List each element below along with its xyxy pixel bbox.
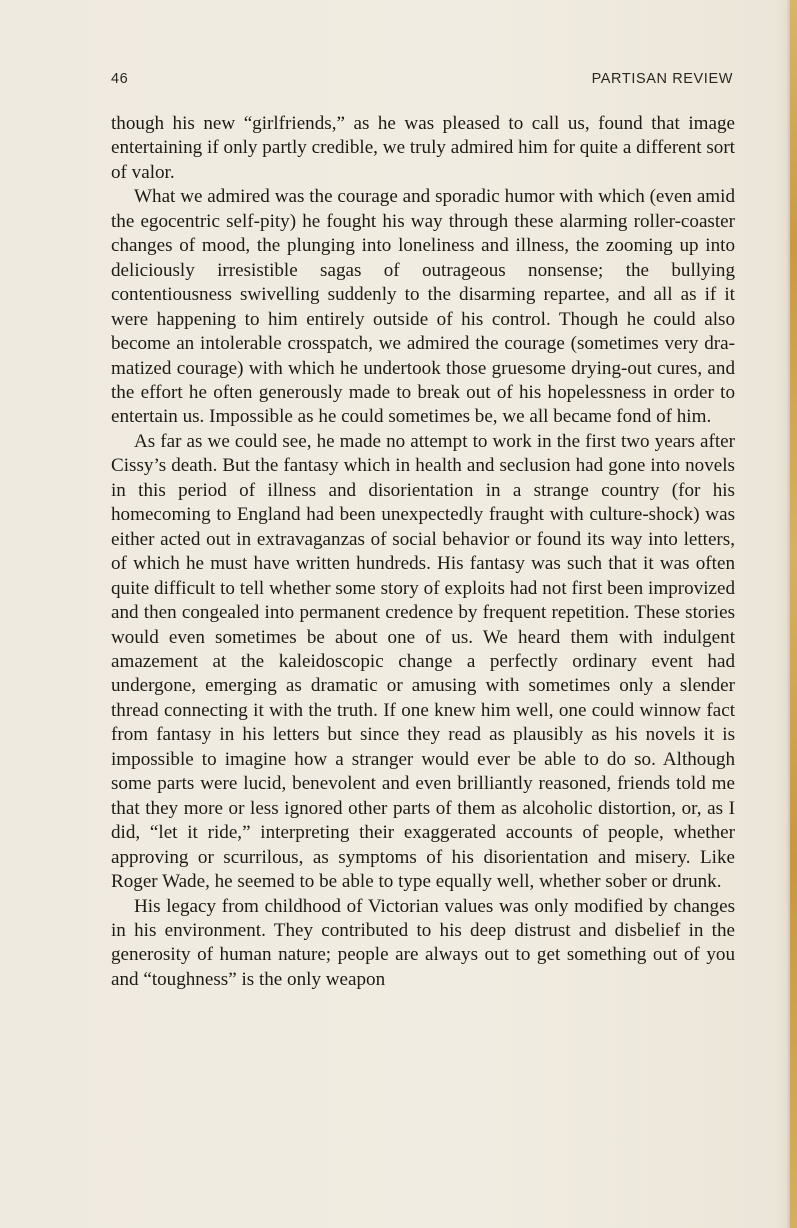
running-head — [111, 71, 733, 91]
paragraph: As far as we could see, he made no attempt to work in the first two years after Cissy’s death. But the fantasy which in health and seclusion had gone into novels in this period of illness and disorientation in a strange country (for his homecoming to England had been unexpectedly fraught with culture-shock) was either acted out in extravaganzas of social behavior or found its way into letters, of which he must have written hundreds. His fantasy was such that it was often quite difficult to tell whether some story of exploits had not first been improvized and then congealed into permanent credence by frequent repetition. These stories would even sometimes be about one of us. We heard them with indulgent amazement at the kaleidoscopic change a perfectly ordinary event had undergone, emerging as dramatic or amusing with sometimes only a slender thread connecting it with the truth. If one knew him well, one could winnow fact from fantasy in his letters but since they read as plausibly as his novels it is impossible to imagine how a stranger would ever be able to do so. Although some parts were lucid, benevolent and even brilliantly reasoned, friends told me that they more or less ignored other parts of them as alcoholic distortion, or, as I did, “let it ride,” interpreting their exaggerated accounts of people, whether approving or scurrilous, as symptoms of his disorientation and misery. Like Roger Wade, he seemed to be able to type equally well, whether sober or drunk. — [111, 430, 735, 893]
body-text — [111, 112, 735, 992]
paragraph: What we admired was the courage and sporadic humor with which (even amid the egocentric self-pity) he fought his way through these alarming roller-coaster changes of mood, the plunging into loneliness and illness, the zooming up into deliciously irresistible sagas of outrageous nonsense; the bullying contentiousness swivelling suddenly to the disarming repartee, and all as if it were happening to him entirely outside of his control. Though he could also become an intolerable crosspatch, we admired the courage (sometimes very dramatized courage) with which he undertook those gruesome drying-out cures, and the effort he often generously made to break out of his hopelessness in order to entertain us. Impossible as he could sometimes be, we all became fond of him. — [111, 186, 735, 428]
page-number: 46 — [111, 71, 129, 87]
page-edge — [790, 0, 797, 1228]
journal-title: PARTISAN REVIEW — [591, 71, 733, 87]
paragraph: His legacy from childhood of Victorian values was only modified by changes in his environment. They contributed to his deep distrust and disbelief in the generosity of human nature; people are always out to get something out of you and “toughness” is the only weapon — [111, 895, 735, 990]
paragraph-continued: though his new “girlfriends,” as he was pleased to call us, found that image entertaining if only partly credible, we truly admired him for quite a different sort of valor. — [111, 113, 735, 183]
